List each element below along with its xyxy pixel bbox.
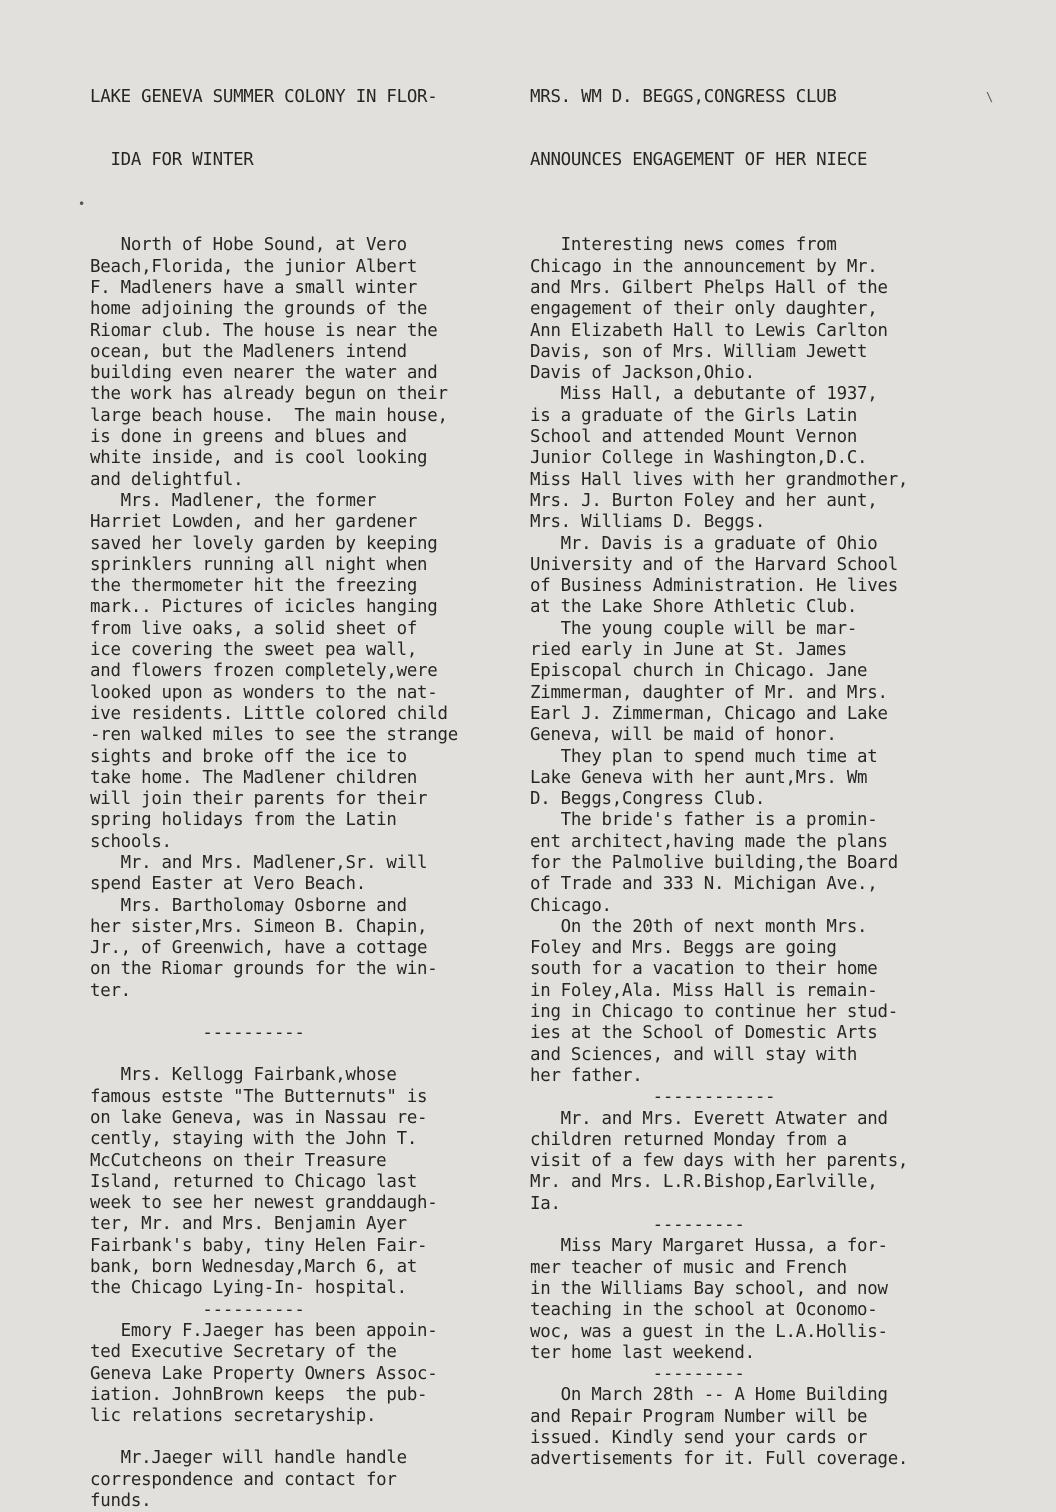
text-line: her father.: [530, 1065, 643, 1086]
text-line: Island, returned to Chicago last: [90, 1171, 418, 1192]
text-line: Junior College in Washington,D.C.: [530, 448, 868, 469]
text-line: large beach house. The main house,: [90, 405, 448, 426]
text-line: bank, born Wednesday,March 6, at: [90, 1257, 418, 1278]
text-line: and Sciences, and will stay with: [530, 1044, 858, 1065]
text-line: spring holidays from the Latin: [90, 810, 397, 831]
home-building-notice: [530, 1385, 1000, 1470]
text-line: Mr.Jaeger will handle handle: [90, 1448, 407, 1469]
text-line: teaching in the school at Oconomo-: [530, 1300, 878, 1321]
text-line: and Repair Program Number will be: [530, 1406, 868, 1427]
text-line: ocean, but the Madleners intend: [90, 341, 407, 362]
text-line: Mrs. Bartholomay Osborne and: [90, 895, 407, 916]
text-line: The young couple will be mar-: [530, 618, 858, 639]
text-line: ice covering the sweet pea wall,: [90, 640, 418, 661]
text-line: Chicago in the announcement by Mr.: [530, 256, 878, 277]
text-line: Mrs. J. Burton Foley and her aunt,: [530, 490, 878, 511]
text-line: iation. JohnBrown keeps the pub-: [90, 1384, 428, 1405]
text-line: issued. Kindly send your cards or: [530, 1428, 868, 1448]
text-line: On March 28th -- A Home Building: [530, 1385, 888, 1406]
text-line: mark.. Pictures of icicles hanging: [90, 597, 438, 618]
text-line: ter, Mr. and Mrs. Benjamin Ayer: [90, 1214, 407, 1235]
text-line: mer teacher of music and French: [530, 1257, 847, 1278]
text-line: School and attended Mount Vernon: [530, 427, 858, 448]
text-line: Mrs. Madlener, the former: [90, 490, 377, 511]
text-line: Emory F.Jaeger has been appoin-: [90, 1320, 438, 1341]
text-line: Jr., of Greenwich, have a cottage: [90, 938, 428, 959]
text-line: schools.: [90, 831, 172, 852]
text-line: south for a vacation to their home: [530, 959, 878, 980]
text-line: Riomar club. The house is near the: [90, 320, 438, 341]
text-line: Mr. and Mrs. L.R.Bishop,Earlville,: [530, 1172, 878, 1193]
text-line: in the Williams Bay school, and now: [530, 1278, 888, 1299]
jaeger-story: [90, 1321, 530, 1427]
headline-line: MRS. WM D. BEGGS,CONGRESS CLUB: [530, 86, 837, 107]
text-line: Harriet Lowden, and her gardener: [90, 512, 418, 533]
text-line: in Foley,Ala. Miss Hall is remain-: [530, 980, 878, 1001]
engagement-story: [530, 235, 1000, 1087]
hussa-story: [530, 1236, 1000, 1364]
section-divider: ---------: [530, 1364, 745, 1385]
text-line: cently, staying with the John T.: [90, 1129, 418, 1150]
text-line: children returned Monday from a: [530, 1129, 847, 1150]
text-line: sprinklers running all night when: [90, 554, 428, 575]
text-line: advertisements for it. Full coverage.: [530, 1449, 909, 1470]
section-divider: ---------: [530, 1215, 745, 1236]
text-line: sights and broke off the ice to: [90, 746, 407, 767]
text-line: F. Madleners have a small winter: [90, 277, 418, 298]
text-line: week to see her newest granddaugh-: [90, 1193, 438, 1214]
text-line: ent architect,having made the plans: [530, 831, 888, 852]
atwater-story: [530, 1109, 1000, 1215]
text-line: Mr. and Mrs. Everett Atwater and: [530, 1108, 888, 1129]
margin-tick: \: [986, 90, 994, 104]
text-line: engagement of their only daughter,: [530, 299, 878, 320]
section-divider: ----------: [90, 1299, 305, 1320]
text-line: The bride's father is a promin-: [530, 810, 878, 831]
left-headline: [90, 44, 530, 214]
text-line: ted Executive Secretary of the: [90, 1342, 397, 1363]
text-line: Davis of Jackson,Ohio.: [530, 363, 755, 384]
text-line: Chicago.: [530, 895, 612, 916]
right-column: [530, 44, 1000, 1471]
text-line: and delightful.: [90, 469, 244, 490]
text-line: on the Riomar grounds for the win-: [90, 959, 438, 980]
headline-line: IDA FOR WINTER: [90, 150, 254, 171]
text-line: of Business Administration. He lives: [530, 576, 898, 597]
right-headline: [530, 44, 1000, 214]
text-line: from live oaks, a solid sheet of: [90, 618, 418, 639]
fairbank-story: [90, 1065, 530, 1299]
text-line: is done in greens and blues and: [90, 427, 407, 448]
text-line: Davis, son of Mrs. William Jewett: [530, 341, 868, 362]
headline-line: LAKE GENEVA SUMMER COLONY IN FLOR-: [90, 86, 438, 107]
text-line: ive residents. Little colored child: [90, 703, 448, 724]
headline-line: ANNOUNCES ENGAGEMENT OF HER NIECE: [530, 150, 868, 171]
text-line: Episcopal church in Chicago. Jane: [530, 661, 868, 682]
jaeger-followup: [90, 1448, 530, 1512]
text-line: correspondence and contact for: [90, 1469, 397, 1490]
text-line: will join their parents for their: [90, 789, 428, 810]
text-line: Earl J. Zimmerman, Chicago and Lake: [530, 703, 888, 724]
text-line: famous estste "The Butternuts" is: [90, 1086, 428, 1107]
text-line: looked upon as wonders to the nat-: [90, 682, 438, 703]
text-line: Foley and Mrs. Beggs are going: [530, 938, 837, 959]
text-line: ter.: [90, 980, 131, 1001]
text-line: is a graduate of the Girls Latin: [530, 405, 858, 426]
section-divider: ------------: [530, 1087, 776, 1108]
text-line: They plan to spend much time at: [530, 746, 878, 767]
left-column: [90, 44, 530, 1512]
text-line: at the Lake Shore Athletic Club.: [530, 597, 858, 618]
madlener-story: [90, 235, 530, 1002]
text-line: lic relations secretaryship.: [90, 1406, 377, 1427]
text-line: of Trade and 333 N. Michigan Ave.,: [530, 874, 878, 895]
text-line: on lake Geneva, was in Nassau re-: [90, 1107, 428, 1128]
text-line: and Mrs. Gilbert Phelps Hall of the: [530, 277, 888, 298]
text-line: Mr. and Mrs. Madlener,Sr. will: [90, 852, 428, 873]
text-line: saved her lovely garden by keeping: [90, 533, 438, 554]
text-line: University and of the Harvard School: [530, 554, 898, 575]
text-line: funds.: [90, 1491, 152, 1511]
text-line: On the 20th of next month Mrs.: [530, 916, 868, 937]
text-line: D. Beggs,Congress Club.: [530, 789, 766, 810]
text-line: for the Palmolive building,the Board: [530, 852, 898, 873]
text-line: Mrs. Kellogg Fairbank,whose: [90, 1065, 397, 1086]
text-line: white inside, and is cool looking: [90, 448, 428, 469]
text-line: Lake Geneva with her aunt,Mrs. Wm: [530, 767, 868, 788]
text-line: North of Hobe Sound, at Vero: [90, 235, 407, 256]
section-divider: ----------: [90, 1023, 305, 1044]
text-line: woc, was a guest in the L.A.Hollis-: [530, 1321, 888, 1342]
text-line: Miss Hall, a debutante of 1937,: [530, 384, 878, 405]
text-line: the thermometer hit the freezing: [90, 576, 418, 597]
text-line: ter home last weekend.: [530, 1342, 755, 1363]
text-line: ies at the School of Domestic Arts: [530, 1023, 878, 1044]
text-line: visit of a few days with her parents,: [530, 1151, 909, 1172]
text-line: Mr. Davis is a graduate of Ohio: [530, 533, 878, 554]
text-line: Miss Hall lives with her grandmother,: [530, 469, 909, 490]
text-line: -ren walked miles to see the strange: [90, 725, 458, 746]
text-line: spend Easter at Vero Beach.: [90, 874, 366, 895]
text-line: the work has already begun on their: [90, 384, 448, 405]
margin-dot: •: [78, 197, 86, 211]
text-line: her sister,Mrs. Simeon B. Chapin,: [90, 916, 428, 937]
text-line: ing in Chicago to continue her stud-: [530, 1002, 898, 1023]
text-line: Geneva, will be maid of honor.: [530, 725, 837, 746]
text-line: Mrs. Williams D. Beggs.: [530, 512, 766, 533]
text-line: Interesting news comes from: [530, 235, 837, 256]
text-line: take home. The Madlener children: [90, 767, 418, 788]
text-line: McCutcheons on their Treasure: [90, 1150, 387, 1171]
text-line: home adjoining the grounds of the: [90, 299, 428, 320]
text-line: Fairbank's baby, tiny Helen Fair-: [90, 1235, 428, 1256]
text-line: Beach,Florida, the junior Albert: [90, 256, 418, 277]
text-line: building even nearer the water and: [90, 363, 438, 384]
text-line: Ann Elizabeth Hall to Lewis Carlton: [530, 320, 888, 341]
text-line: Zimmerman, daughter of Mr. and Mrs.: [530, 682, 888, 703]
text-line: Miss Mary Margaret Hussa, a for-: [530, 1236, 888, 1257]
text-line: Geneva Lake Property Owners Assoc-: [90, 1363, 438, 1384]
text-line: and flowers frozen completely,were: [90, 661, 438, 682]
text-line: Ia.: [530, 1193, 561, 1214]
text-line: ried early in June at St. James: [530, 640, 847, 661]
text-line: the Chicago Lying-In- hospital.: [90, 1278, 407, 1299]
